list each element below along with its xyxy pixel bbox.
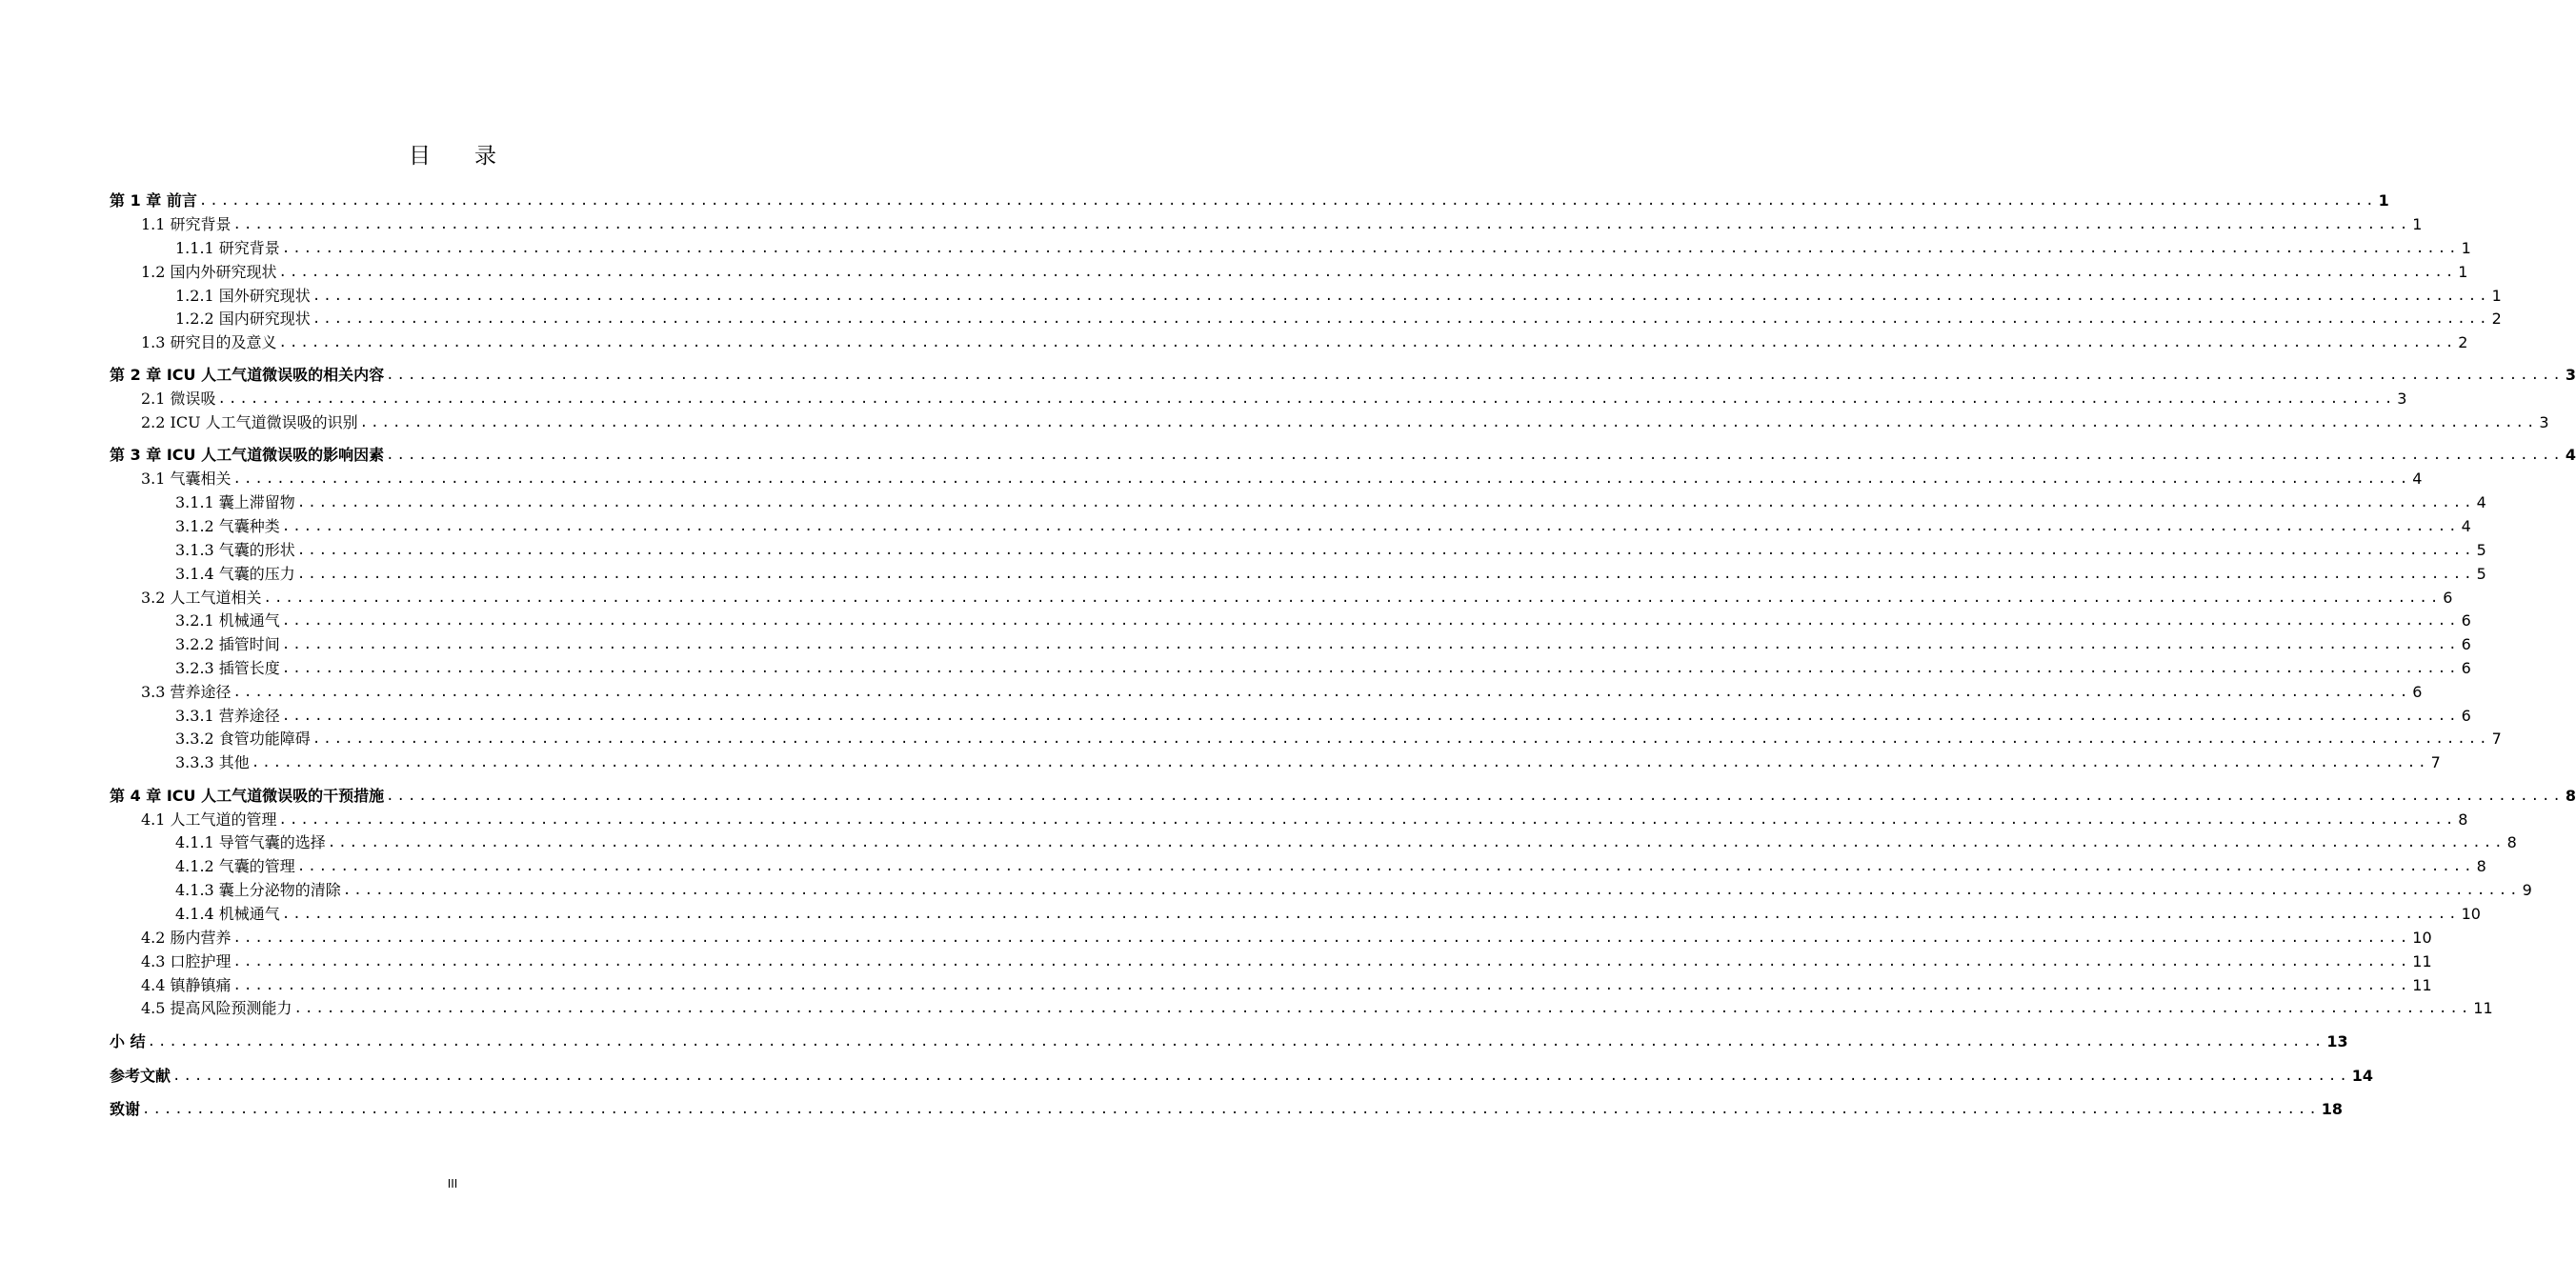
toc-entry-title: 3.3.1 营养途径 [175, 707, 280, 725]
toc-entry[interactable] [175, 235, 2471, 258]
toc-entry-title: 2.2 ICU 人工气道微误吸的识别 [141, 413, 358, 431]
toc-entry-title: 第 1 章 前言 [110, 191, 197, 210]
toc-entry-page: 7 [2491, 730, 2502, 748]
toc-entry-title: 4.1 人工气道的管理 [141, 810, 277, 829]
toc-entry-title: 1.3 研究目的及意义 [141, 333, 277, 351]
toc-dot-leader: ........................................................................................................................................................................................................ [172, 1069, 2350, 1084]
toc-entry-title: 4.1.2 气囊的管理 [175, 857, 295, 875]
toc-entry-page: 13 [2326, 1032, 2348, 1050]
toc-dot-leader: ........................................................................................................................................................................................................ [217, 391, 2396, 407]
toc-dot-leader: ........................................................................................................................................................................................................ [278, 335, 2457, 350]
toc-dot-leader: ........................................................................................................................................................................................................ [263, 590, 2442, 606]
toc-dot-leader: ........................................................................................................................................................................................................ [198, 193, 2377, 209]
toc-entry-page: 14 [2351, 1067, 2374, 1085]
toc-entry-page: 4 [2412, 470, 2423, 488]
toc-dot-leader: ........................................................................................................................................................................................................ [142, 1102, 2320, 1117]
toc-entry[interactable] [175, 513, 2471, 536]
toc-title: 目 录 [409, 144, 496, 169]
toc-dot-leader: ........................................................................................................................................................................................................ [232, 685, 2411, 700]
toc-entry[interactable] [175, 306, 2502, 329]
toc-dot-leader: ........................................................................................................................................................................................................ [359, 415, 2538, 430]
toc-dot-leader: ........................................................................................................................................................................................................ [296, 567, 2475, 582]
toc-entry[interactable] [110, 783, 2576, 806]
toc-entry-page: 6 [2461, 659, 2471, 677]
toc-entry-page: 18 [2321, 1100, 2344, 1118]
toc-entry[interactable] [175, 490, 2486, 512]
toc-dot-leader: ........................................................................................................................................................................................................ [232, 978, 2411, 993]
toc-entry[interactable] [175, 853, 2486, 876]
toc-dot-leader: ........................................................................................................................................................................................................ [251, 755, 2429, 770]
toc-entry-title: 1.2 国内外研究现状 [141, 263, 277, 281]
toc-entry[interactable] [175, 877, 2532, 900]
toc-entry-page: 6 [2461, 707, 2471, 725]
toc-entry-title: 4.3 口腔护理 [141, 952, 231, 970]
toc-entry[interactable] [141, 330, 2468, 352]
toc-dot-leader: ........................................................................................................................................................................................................ [312, 311, 2490, 327]
toc-dot-leader: ........................................................................................................................................................................................................ [281, 241, 2460, 256]
toc-entry-title: 4.4 镇静镇痛 [141, 976, 231, 994]
toc-entry[interactable] [141, 386, 2407, 409]
toc-entry-title: 3.2.1 机械通气 [175, 611, 280, 630]
toc-entry[interactable] [141, 259, 2468, 282]
toc-entry-page: 6 [2412, 683, 2423, 701]
toc-entry-page: 10 [2412, 929, 2432, 947]
toc-entry-page: 1 [2458, 263, 2468, 281]
toc-entry[interactable] [141, 585, 2453, 608]
toc-dot-leader: ........................................................................................................................................................................................................ [281, 709, 2460, 724]
toc-entry-title: 小 结 [110, 1032, 146, 1050]
toc-entry-page: 4 [2461, 517, 2471, 535]
toc-dot-leader: ........................................................................................................................................................................................................ [281, 637, 2460, 652]
toc-entry-page: 8 [2476, 857, 2486, 875]
toc-entry[interactable] [175, 655, 2471, 678]
toc-entry[interactable] [175, 703, 2471, 726]
toc-entry-page: 11 [2412, 952, 2432, 970]
toc-entry-title: 1.1 研究背景 [141, 215, 231, 233]
toc-entry[interactable] [110, 1029, 2348, 1051]
toc-entry-title: 参考文献 [110, 1067, 171, 1085]
toc-entry[interactable] [141, 995, 2493, 1018]
toc-entry-page: 8 [2458, 810, 2468, 829]
toc-entry-page: 8 [2565, 787, 2576, 805]
toc-entry[interactable] [141, 972, 2432, 995]
toc-entry-page: 6 [2443, 589, 2453, 607]
toc-dot-leader: ........................................................................................................................................................................................................ [386, 368, 2564, 383]
toc-entry[interactable] [141, 925, 2432, 948]
toc-entry[interactable] [141, 679, 2423, 702]
toc-entry[interactable] [110, 362, 2576, 385]
toc-dot-leader: ........................................................................................................................................................................................................ [281, 661, 2460, 676]
toc-entry[interactable] [141, 466, 2423, 489]
toc-entry[interactable] [175, 283, 2502, 306]
toc-entry-title: 第 3 章 ICU 人工气道微误吸的影响因素 [110, 446, 385, 464]
toc-entry-page: 6 [2461, 611, 2471, 630]
toc-entry[interactable] [141, 211, 2423, 234]
toc-entry-title: 4.5 提高风险预测能力 [141, 999, 292, 1017]
toc-entry-title: 3.3.2 食管功能障碍 [175, 730, 311, 748]
toc-entry[interactable] [141, 807, 2468, 830]
toc-dot-leader: ........................................................................................................................................................................................................ [312, 731, 2490, 747]
toc-entry[interactable] [110, 188, 2389, 210]
toc-entry-page: 10 [2461, 905, 2481, 923]
page-number: III [447, 1177, 458, 1190]
toc-entry-page: 11 [2412, 976, 2432, 994]
toc-entry-page: 1 [2461, 239, 2471, 257]
toc-entry-title: 3.1 气囊相关 [141, 470, 231, 488]
toc-entry-page: 5 [2476, 565, 2486, 583]
toc-entry-page: 3 [2539, 413, 2549, 431]
toc-entry[interactable] [175, 750, 2441, 772]
toc-dot-leader: ........................................................................................................................................................................................................ [232, 471, 2411, 487]
toc-entry-title: 4.1.4 机械通气 [175, 905, 280, 923]
toc-entry[interactable] [175, 561, 2486, 584]
toc-entry-title: 3.3.3 其他 [175, 753, 250, 771]
toc-entry-title: 3.2.2 插管时间 [175, 635, 280, 653]
toc-entry-page: 7 [2430, 753, 2441, 771]
toc-entry[interactable] [110, 1096, 2344, 1119]
toc-entry-title: 4.1.3 囊上分泌物的清除 [175, 881, 341, 899]
toc-dot-leader: ........................................................................................................................................................................................................ [327, 835, 2506, 850]
toc-entry-title: 3.1.4 气囊的压力 [175, 565, 295, 583]
toc-dot-leader: ........................................................................................................................................................................................................ [232, 217, 2411, 232]
toc-entry-page: 4 [2476, 493, 2486, 511]
toc-entry-page: 3 [2565, 366, 2576, 384]
toc-dot-leader: ........................................................................................................................................................................................................ [296, 543, 2475, 558]
toc-dot-leader: ........................................................................................................................................................................................................ [232, 954, 2411, 970]
toc-entry[interactable] [110, 442, 2576, 465]
toc-entry-title: 致谢 [110, 1100, 141, 1118]
toc-entry-page: 5 [2476, 541, 2486, 559]
toc-dot-leader: ........................................................................................................................................................................................................ [232, 930, 2411, 946]
toc-entry[interactable] [175, 537, 2486, 560]
toc-dot-leader: ........................................................................................................................................................................................................ [386, 448, 2564, 463]
toc-entry-title: 3.3 营养途径 [141, 683, 231, 701]
toc-entry-title: 3.1.1 囊上滞留物 [175, 493, 295, 511]
toc-entry[interactable] [175, 830, 2517, 852]
toc-entry-page: 4 [2565, 446, 2576, 464]
toc-dot-leader: ........................................................................................................................................................................................................ [281, 519, 2460, 534]
toc-entry[interactable] [175, 608, 2471, 630]
toc-dot-leader: ........................................................................................................................................................................................................ [278, 812, 2457, 828]
toc-entry-title: 3.1.2 气囊种类 [175, 517, 280, 535]
toc-dot-leader: ........................................................................................................................................................................................................ [281, 613, 2460, 629]
toc-entry-page: 9 [2522, 881, 2532, 899]
toc-entry-title: 4.1.1 导管气囊的选择 [175, 833, 326, 851]
toc-entry-title: 2.1 微误吸 [141, 390, 216, 408]
toc-entry-title: 第 2 章 ICU 人工气道微误吸的相关内容 [110, 366, 385, 384]
toc-dot-leader: ........................................................................................................................................................................................................ [296, 495, 2475, 510]
toc-entry-page: 2 [2458, 333, 2468, 351]
toc-entry[interactable] [141, 410, 2549, 432]
toc-entry-title: 3.1.3 气囊的形状 [175, 541, 295, 559]
toc-entry[interactable] [175, 726, 2502, 749]
toc-entry-title: 第 4 章 ICU 人工气道微误吸的干预措施 [110, 787, 385, 805]
toc-dot-leader: ........................................................................................................................................................................................................ [147, 1034, 2325, 1050]
toc-entry-page: 1 [2378, 191, 2389, 210]
toc-entry[interactable] [141, 949, 2432, 971]
toc-entry[interactable] [110, 1063, 2374, 1086]
toc-entry-page: 1 [2412, 215, 2423, 233]
toc-entry-page: 11 [2473, 999, 2493, 1017]
toc-entry-title: 3.2 人工气道相关 [141, 589, 262, 607]
toc-entry-page: 6 [2461, 635, 2471, 653]
toc-entry-page: 3 [2397, 390, 2407, 408]
toc-entry-page: 1 [2491, 287, 2502, 305]
toc-entry[interactable] [175, 631, 2471, 654]
toc-entry-title: 1.2.2 国内研究现状 [175, 310, 311, 328]
toc-entry-title: 3.2.3 插管长度 [175, 659, 280, 677]
toc-dot-leader: ........................................................................................................................................................................................................ [386, 789, 2564, 804]
toc-entry[interactable] [175, 901, 2481, 924]
toc-dot-leader: ........................................................................................................................................................................................................ [278, 265, 2457, 280]
toc-dot-leader: ........................................................................................................................................................................................................ [293, 1001, 2472, 1016]
toc-dot-leader: ........................................................................................................................................................................................................ [281, 907, 2460, 922]
toc-entry-page: 2 [2491, 310, 2502, 328]
toc-dot-leader: ........................................................................................................................................................................................................ [342, 883, 2521, 898]
toc-entry-title: 4.2 肠内营养 [141, 929, 231, 947]
toc-entry-title: 1.1.1 研究背景 [175, 239, 280, 257]
toc-dot-leader: ........................................................................................................................................................................................................ [296, 859, 2475, 874]
toc-entry-page: 8 [2506, 833, 2517, 851]
toc-entry-title: 1.2.1 国外研究现状 [175, 287, 311, 305]
toc-dot-leader: ........................................................................................................................................................................................................ [312, 289, 2490, 304]
